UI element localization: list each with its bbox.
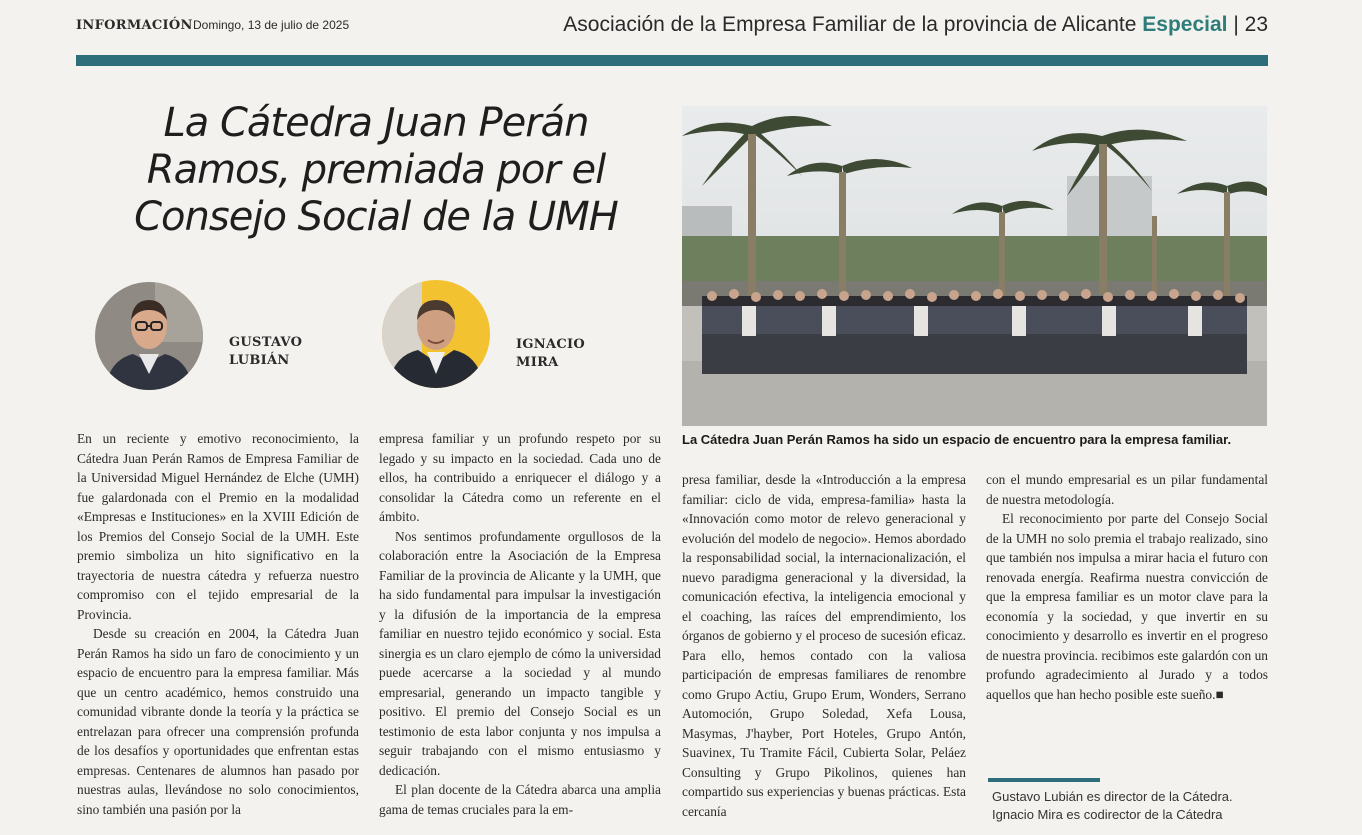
headline-line: Ramos, premiada por el [146,147,606,193]
article-column-3 [682,470,966,821]
header-rule [76,55,1268,66]
article-column-4 [986,470,1268,704]
paragraph: Nos sentimos profundamente orgullosos de la colaboración entre la Asociación de la Empresa Familiar de la provincia de Alicante y la UMH, que ha sido fundamental para impulsar la investigación y la difusión de la importancia de la empresa familiar en nuestro tejido económico y social. Esta sinergia es un claro ejemplo de cómo la universidad puede acercarse a la sociedad y al mundo empresarial, generando un impacto tangible y positivo. El premio del Consejo Social es un testimonio de esta labor conjunta y nos impulsa a seguir trabajando con el mismo entusiasmo y dedicación. [379,528,661,778]
photo-caption: La Cátedra Juan Perán Ramos ha sido un espacio de encuentro para la empresa familiar. [682,432,1232,447]
author-last-name: LUBIÁN [229,353,290,368]
author-portrait-lubian [95,282,203,390]
headline-line: La Cátedra Juan Perán [163,100,589,146]
publication-name: Asociación de la Empresa Familiar de la provincia de Alicante [563,13,1137,36]
headline-line: Consejo Social de la UMH [134,194,618,240]
page-number: | 23 [1233,13,1268,36]
paragraph: presa familiar, desde la «Introducción a la empresa familiar: ciclo de vida, empresa-familia» hasta la «Innovación como motor de relevo generacional y evolución del modelo de negocio». Hemos abordado la responsabilidad social, la internacionalización, el nuevo paradigma generacional y la diversidad, la comunicación efectiva, la inteligencia emocional y el coaching, las raíces del emprendimiento, los órganos de gobierno y el proceso de sucesión eficaz. Para ello, hemos contado con la valiosa participación de empresas familiares de renombre como Grupo Actiu, Grupo Erum, Wonders, Serrano Automoción, Grupo Soledad, Xefa Lousa, Masymas, J'hayber, Port Hoteles, Grupo Antón, Suavinex, Tu Tramite Fácil, Cubierta Solar, Peláez Consulting y Grupo Pikolinos, quienes han compartido sus experiencias y buenas prácticas. Esta cercanía [682,472,966,819]
publication-title [563,13,1268,37]
author-name-lubian [229,334,302,370]
special-label: Especial [1142,13,1228,36]
issue-date: Domingo, 13 de julio de 2025 [193,18,350,32]
paragraph: En un reciente y emotivo reconocimiento, la Cátedra Juan Perán Ramos de Empresa Familiar de la Universidad Miguel Hernández de Elche (UMH) fue galardonada con el Premio en la modalidad «Empresas e Instituciones» en la XVIII Edición de los Premios del Consejo Social de la UMH. Este premio simboliza un hito significativo en la trayectoria de nuestra cátedra y refuerza nuestro compromiso con el tejido empresarial de la Provincia. [77,431,359,622]
paragraph: El reconocimiento por parte del Consejo Social de la UMH no solo premia el trabajo realizado, sino que también nos impulsa a mirar hacia el futuro con renovada energía. Reafirma nuestra convicción de que la empresa familiar es un motor clave para la economía y la sociedad, y que invertir en su conocimiento y desarrollo es invertir en el progreso de nuestra provincia. recibimos este galardón con un profundo agradecimiento al Jurado y a todos aquellos que han hecho posible este sueño.■ [986,511,1268,702]
bio-line: Ignacio Mira es codirector de la Cátedra [992,807,1223,822]
article-headline [96,100,656,241]
page-header [0,0,1362,52]
paragraph: El plan docente de la Cátedra abarca una amplia gama de temas cruciales para la em- [379,782,661,817]
bio-rule [988,778,1100,782]
author-first-name: IGNACIO [516,337,586,352]
paragraph: Desde su creación en 2004, la Cátedra Juan Perán Ramos ha sido un faro de conocimiento y un espacio de encuentro para la empresa familiar. Más que un centro académico, hemos construido una comunidad vibrante donde la teoría y la práctica se entrelazan para ofrecer una comprensión profunda de los desafíos y oportunidades que enfrentan estas empresas. Centenares de alumnos han pasado por nuestras aulas, llevándose no solo conocimientos, sino también una pasión por la [77,626,359,817]
author-name-mira [516,336,585,372]
section-label: INFORMACIÓN [76,18,193,33]
photo-group-image [682,106,1267,426]
article-column-1 [77,429,359,819]
author-last-name: MIRA [516,355,559,370]
author-first-name: GUSTAVO [229,335,303,350]
author-portrait-mira [382,280,490,388]
paragraph: con el mundo empresarial es un pilar fundamental de nuestra metodología. [986,472,1268,507]
author-bio [992,788,1233,824]
paragraph: empresa familiar y un profundo respeto por su legado y su impacto en la sociedad. Cada uno de ellos, ha contribuido a enriquecer el diálogo y a consolidar la Cátedra como un referente en el ámbito. [379,431,661,524]
bio-line: Gustavo Lubián es director de la Cátedra. [992,789,1233,804]
article-column-2 [379,429,661,819]
